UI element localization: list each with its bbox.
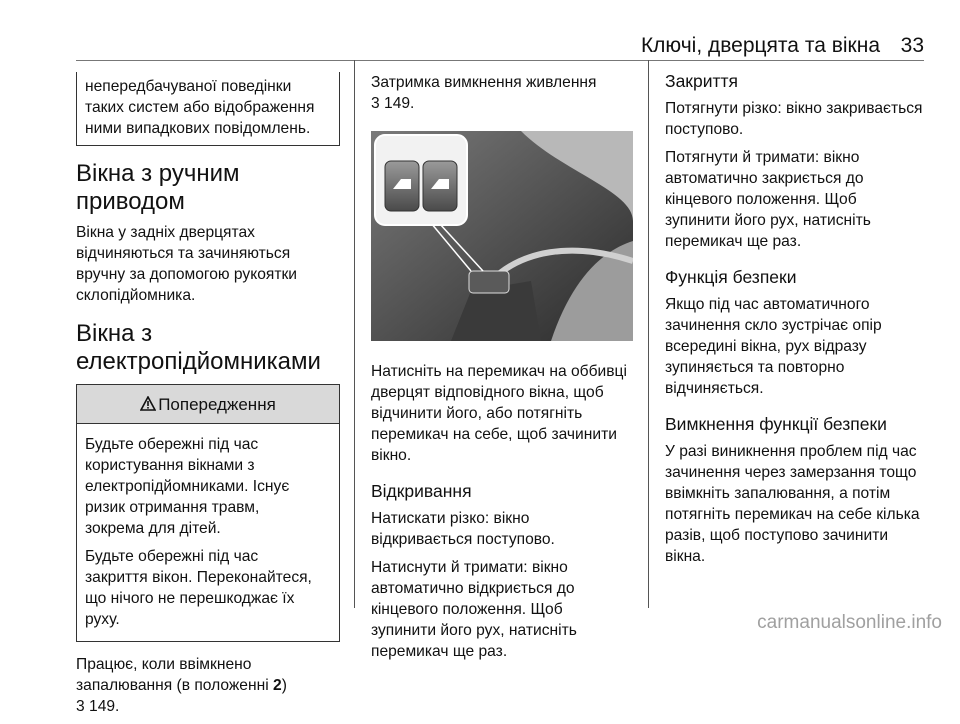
heading-closing: Закриття [665, 71, 738, 91]
heading-power-windows: Вікна з електропідйомниками [76, 320, 321, 375]
page-reference-link[interactable]: 149. [89, 698, 120, 715]
paragraph-ignition [76, 654, 340, 717]
warning-paragraph: Будьте обережні під час користування вікнами з електропідйомниками. Існує ризик отримання травм, зокрема для дітей. [85, 436, 290, 537]
heading-opening: Відкривання [371, 481, 472, 501]
ignition-text-end: ) [281, 677, 287, 694]
page-reference-arrow-icon: 3 [371, 95, 380, 112]
delay-text: Затримка вимкнення живлення [371, 74, 597, 91]
window-switch-photo [371, 131, 633, 341]
heading-safety-override: Вимкнення функції безпеки [665, 414, 887, 434]
column-divider [648, 60, 649, 608]
paragraph-close-hold: Потягнути й тримати: вікно автоматично закриється до кінцевого положення. Щоб зупинити його рух, натисніть перемикач ще раз. [665, 149, 871, 250]
note-continuation-text: непередбачуваної поведінки таких систем або відображення ними випадкових повідомлень. [85, 78, 315, 137]
paragraph-open-short: Натискати різко: вікно відкривається поступово. [371, 510, 555, 548]
page-number: 33 [900, 34, 924, 57]
paragraph-delay [371, 72, 633, 114]
page-header [0, 34, 960, 64]
warning-body [77, 424, 339, 641]
header-title: Ключі, дверцята та вікна [640, 34, 880, 57]
warning-title: Попередження [158, 395, 276, 414]
paragraph-safety-function: Якщо під час автоматичного зачинення скло зустрічає опір всередині вікна, рух відразу зупиняється та повторно відчиняється. [665, 296, 882, 397]
heading-manual-windows: Вікна з ручним приводом [76, 160, 240, 215]
paragraph-manual-windows: Вікна у задніх дверцятах відчиняються та зачиняються вручну за допомогою рукоятки склопідйомника. [76, 224, 298, 304]
column-middle [371, 72, 633, 669]
heading-safety-function: Функція безпеки [665, 267, 797, 287]
column-divider [354, 60, 355, 608]
ignition-text: Працює, коли ввімкнено запалювання (в положенні [76, 656, 269, 694]
ignition-position: 2 [273, 677, 282, 694]
page-reference-arrow-icon: 3 [76, 698, 85, 715]
paragraph-switch-usage: Натисніть на перемикач на оббивці дверцят відповідного вікна, щоб відчинити його, або потягніть перемикач на себе, щоб зачинити вікно. [371, 363, 627, 464]
paragraph-close-short: Потягнути різко: вікно закривається поступово. [665, 100, 923, 138]
warning-paragraph: Будьте обережні під час закриття вікон. Переконайтеся, що нічого не перешкоджає їх руху. [85, 548, 312, 628]
warning-box [76, 384, 340, 642]
page-reference-link[interactable]: 149. [384, 95, 415, 112]
note-continuation-box [76, 72, 340, 146]
paragraph-safety-override: У разі виникнення проблем під час зачинення через замерзання тощо ввімкніть запалювання, а потім потягніть перемикач на себе кілька разів, щоб поступово зачинити вікна. [665, 443, 920, 565]
warning-triangle-icon [140, 396, 156, 411]
paragraph-open-hold: Натиснути й тримати: вікно автоматично відкриється до кінцевого положення. Щоб зупинити його рух, натисніть перемикач ще раз. [371, 559, 577, 660]
header-rule [76, 60, 924, 61]
watermark: carmanualsonline.info [757, 612, 942, 633]
column-right [665, 72, 927, 574]
column-left [76, 72, 340, 724]
warning-header [77, 385, 339, 424]
